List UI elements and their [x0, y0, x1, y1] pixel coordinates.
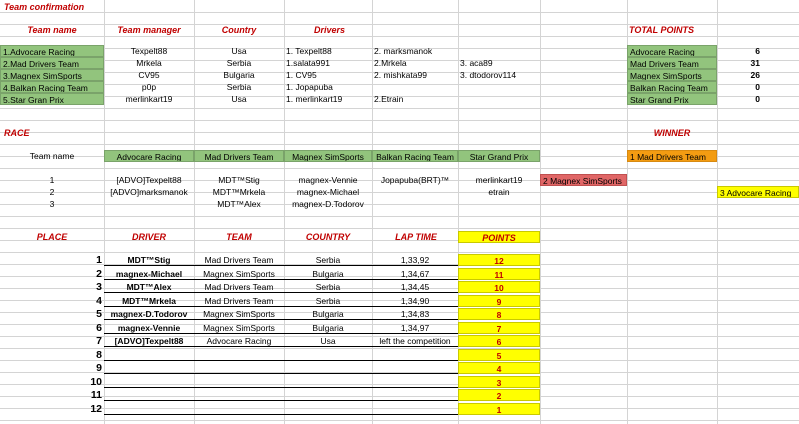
- team-manager-cell: p0p: [141, 82, 157, 92]
- team-driver-3-cell: 3. dtodorov114: [460, 70, 517, 80]
- team-name-cell: 3.Magnex SimSports: [0, 69, 104, 81]
- team-country-cell: Usa: [231, 94, 247, 104]
- total-points-value: 26: [750, 70, 760, 80]
- team-driver-3-cell: [458, 93, 540, 105]
- result-country: [284, 389, 372, 401]
- result-country: Bulgaria: [284, 308, 372, 320]
- race-driver-cell: MDT™Mrkela: [212, 187, 266, 197]
- result-driver: MDT™Stig: [104, 254, 194, 266]
- race-team-column-header: Balkan Racing Team: [372, 150, 458, 162]
- result-country: [284, 376, 372, 388]
- result-place: 8: [96, 348, 102, 361]
- result-driver: MDT™Alex: [104, 281, 194, 293]
- result-place: 3: [96, 281, 102, 293]
- team-country-cell: Serbia: [226, 58, 252, 68]
- team-manager-cell: merlinkart19: [125, 94, 173, 104]
- total-points-value: 0: [755, 82, 760, 92]
- result-lap-time: 1,33,92: [372, 254, 458, 266]
- team-name-cell: 5.Star Gran Prix: [0, 93, 104, 105]
- result-points: 9: [458, 295, 540, 307]
- result-country: Bulgaria: [284, 322, 372, 334]
- race-team-column-header: Magnex SimSports: [284, 150, 372, 162]
- race-driver-cell: [104, 198, 194, 210]
- result-lap-time: 1,34,97: [372, 322, 458, 334]
- header-team: TEAM: [226, 232, 252, 242]
- race-driver-cell: [ADVO]Texpelt88: [116, 175, 182, 185]
- team-driver-3-cell: [458, 81, 540, 93]
- team-driver-2-cell: 2. marksmanok: [374, 46, 433, 56]
- result-lap-time: 1,34,45: [372, 281, 458, 293]
- race-driver-cell: etrain: [488, 187, 510, 197]
- race-driver-number: 3: [49, 199, 55, 209]
- total-points-value: 31: [750, 58, 760, 68]
- total-team-cell: Star Grand Prix: [627, 93, 717, 105]
- team-driver-1-cell: 1. merlinkart19: [286, 94, 343, 104]
- result-driver: MDT™Mrkela: [104, 295, 194, 307]
- result-place: 7: [96, 335, 102, 347]
- race-driver-cell: magnex-Michael: [296, 187, 360, 197]
- result-team: [194, 389, 284, 401]
- result-team: Advocare Racing: [194, 335, 284, 347]
- race-driver-cell: [372, 186, 458, 198]
- result-country: Serbia: [284, 295, 372, 307]
- race-team-column-header: Star Grand Prix: [458, 150, 540, 162]
- result-country: Serbia: [284, 281, 372, 293]
- result-place: 5: [96, 308, 102, 320]
- race-driver-cell: magnex-Vennie: [298, 175, 358, 185]
- race-driver-cell: [ADVO]marksmanok: [110, 187, 188, 197]
- race-driver-number: 1: [49, 175, 55, 185]
- result-lap-time: 1,34,67: [372, 268, 458, 280]
- result-points: 10: [458, 281, 540, 293]
- header-points: POINTS: [458, 231, 540, 243]
- race-driver-cell: MDT™Alex: [217, 199, 261, 209]
- race-driver-number: 2: [49, 187, 55, 197]
- result-points: 6: [458, 335, 540, 347]
- result-driver: [104, 376, 194, 388]
- header-country: Country: [221, 25, 257, 35]
- result-country: Usa: [284, 335, 372, 347]
- result-place: 1: [96, 254, 102, 266]
- total-team-cell: Advocare Racing: [627, 45, 717, 57]
- race-driver-cell: [458, 198, 540, 210]
- header-total-points: TOTAL POINTS: [629, 25, 695, 35]
- result-points: 4: [458, 362, 540, 374]
- result-place: 10: [90, 375, 102, 388]
- total-points-value: 6: [755, 46, 760, 56]
- header-team-manager: Team manager: [117, 25, 181, 35]
- header-drivers: Drivers: [314, 25, 346, 35]
- total-team-cell: Magnex SimSports: [627, 69, 717, 81]
- team-driver-2-cell: 2.Etrain: [374, 94, 404, 104]
- result-points: 8: [458, 308, 540, 320]
- winner-second: 2 Magnex SimSports: [540, 174, 627, 186]
- result-place: 11: [90, 389, 102, 401]
- team-driver-1-cell: 1.salata991: [286, 58, 330, 68]
- race-driver-cell: magnex-D.Todorov: [292, 199, 364, 209]
- result-team: Mad Drivers Team: [194, 254, 284, 266]
- result-country: Bulgaria: [284, 268, 372, 280]
- team-name-cell: 2.Mad Drivers Team: [0, 57, 104, 69]
- result-driver: [104, 362, 194, 374]
- result-place: 4: [96, 294, 102, 307]
- result-driver: [ADVO]Texpelt88: [104, 335, 194, 347]
- result-place: 9: [96, 362, 102, 374]
- race-driver-cell: [372, 198, 458, 210]
- race-team-name-label: Team name: [29, 151, 75, 161]
- result-points: 7: [458, 322, 540, 334]
- result-points: 11: [458, 268, 540, 280]
- race-team-column-header: Mad Drivers Team: [194, 150, 284, 162]
- result-points: 2: [458, 389, 540, 401]
- result-place: 2: [96, 267, 102, 280]
- page-title: Team confirmation: [4, 2, 85, 12]
- result-lap-time: [372, 362, 458, 374]
- team-name-cell: 4.Balkan Racing Team: [0, 81, 104, 93]
- winner-third: 3 Advocare Racing: [717, 186, 799, 198]
- result-country: [284, 349, 372, 361]
- result-team: Mad Drivers Team: [194, 295, 284, 307]
- race-driver-cell: MDT™Stig: [218, 175, 260, 185]
- result-country: Serbia: [284, 254, 372, 266]
- result-team: Magnex SimSports: [194, 322, 284, 334]
- total-team-cell: Mad Drivers Team: [627, 57, 717, 69]
- result-lap-time: [372, 376, 458, 388]
- result-place: 12: [90, 402, 102, 415]
- team-country-cell: Usa: [231, 46, 247, 56]
- result-lap-time: left the competition: [372, 335, 458, 347]
- result-lap-time: [372, 389, 458, 401]
- result-points: 5: [458, 349, 540, 361]
- header-place: PLACE: [36, 232, 68, 242]
- result-lap-time: 1,34,90: [372, 295, 458, 307]
- result-country: [284, 362, 372, 374]
- team-manager-cell: CV95: [138, 70, 160, 80]
- race-driver-cell: merlinkart19: [475, 175, 523, 185]
- result-country: [284, 403, 372, 415]
- team-manager-cell: Mrkela: [136, 58, 162, 68]
- result-driver: magnex-Vennie: [104, 322, 194, 334]
- team-manager-cell: Texpelt88: [130, 46, 168, 56]
- race-team-column-header: Advocare Racing: [104, 150, 194, 162]
- total-points-value: 0: [755, 94, 760, 104]
- result-driver: [104, 389, 194, 401]
- result-team: Magnex SimSports: [194, 268, 284, 280]
- team-driver-1-cell: 1. CV95: [286, 70, 317, 80]
- race-label: RACE: [4, 128, 30, 138]
- winner-label: WINNER: [653, 128, 691, 138]
- result-driver: [104, 349, 194, 361]
- team-driver-2-cell: [372, 81, 458, 93]
- team-driver-3-cell: [458, 45, 540, 57]
- result-lap-time: [372, 349, 458, 361]
- result-points: 3: [458, 376, 540, 388]
- team-country-cell: Serbia: [226, 82, 252, 92]
- team-driver-1-cell: 1. Texpelt88: [286, 46, 332, 56]
- total-team-cell: Balkan Racing Team: [627, 81, 717, 93]
- result-points: 12: [458, 254, 540, 266]
- result-lap-time: 1,34,83: [372, 308, 458, 320]
- result-team: [194, 403, 284, 415]
- result-driver: [104, 403, 194, 415]
- team-driver-1-cell: 1. Jopapuba: [286, 82, 333, 92]
- result-place: 6: [96, 321, 102, 334]
- header-lap-time: LAP TIME: [395, 232, 437, 242]
- team-driver-2-cell: 2. mishkata99: [374, 70, 427, 80]
- result-team: [194, 376, 284, 388]
- team-country-cell: Bulgaria: [223, 70, 255, 80]
- header-driver: DRIVER: [131, 232, 166, 242]
- result-driver: magnex-Michael: [104, 268, 194, 280]
- result-team: Mad Drivers Team: [194, 281, 284, 293]
- result-team: [194, 349, 284, 361]
- result-team: [194, 362, 284, 374]
- team-driver-2-cell: 2.Mrkela: [374, 58, 407, 68]
- result-lap-time: [372, 403, 458, 415]
- header-country: COUNTRY: [305, 232, 351, 242]
- team-driver-3-cell: 3. aca89: [460, 58, 493, 68]
- result-driver: magnex-D.Todorov: [104, 308, 194, 320]
- result-points: 1: [458, 403, 540, 415]
- result-team: Magnex SimSports: [194, 308, 284, 320]
- team-name-cell: 1.Advocare Racing: [0, 45, 104, 57]
- race-driver-cell: Jopapuba(BRT)™: [380, 175, 450, 185]
- header-team-name: Team name: [27, 25, 77, 35]
- winner-first: 1 Mad Drivers Team: [627, 150, 717, 162]
